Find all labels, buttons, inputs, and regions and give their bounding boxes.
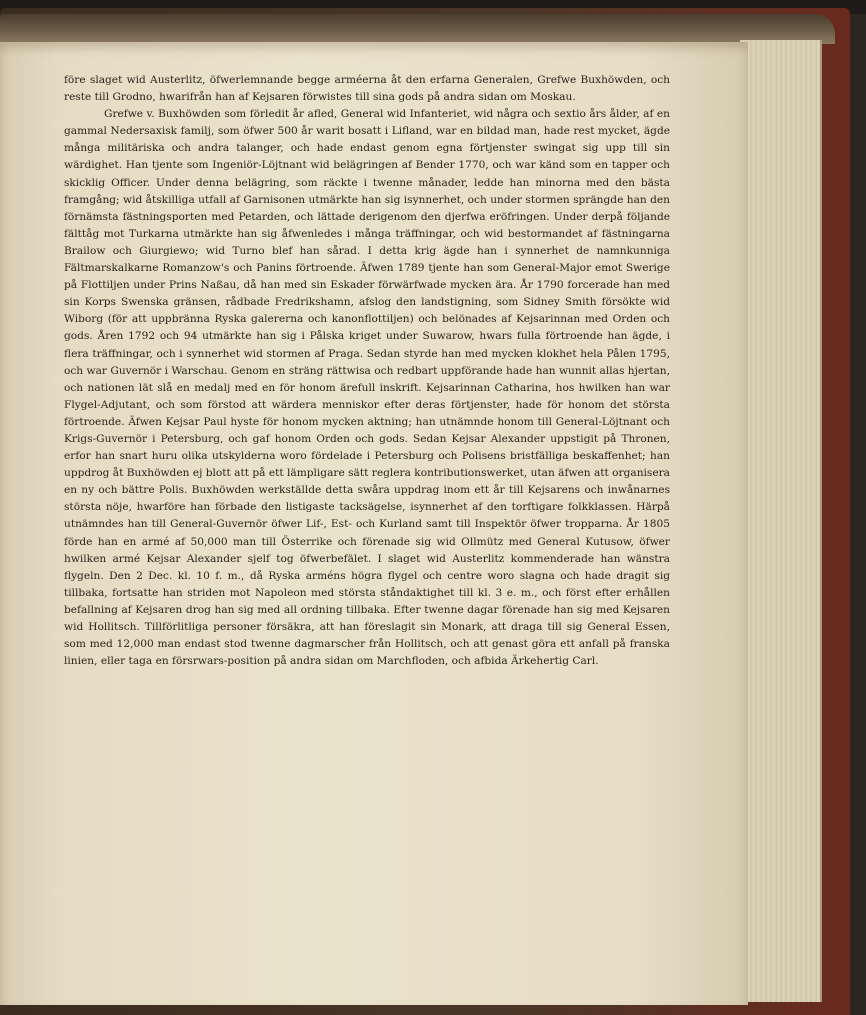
paragraph-1: före slaget wid Austerlitz, öfwerlemnande begge arméerna åt den erfarna Generalen, Grefwe Buxhöwden, och reste till Grodno, hwarifrån han af Kejsaren förwistes till sina gods på andra sidan om Moskau. bbox=[64, 74, 670, 104]
page-edges bbox=[740, 40, 822, 1002]
paragraph-2: Grefwe v. Buxhöwden som förledit år afled, General wid Infanteriet, wid några och sextio års ålder, af en gammal Nedersaxisk familj, som öfwer 500 år warit bosatt i Lifland, war en bildad man, hade rest mycket, ägde många militäriska och andra talanger, och hade endast genom egna förtjenster swingat sig upp till sin wärdighet. Han tjente som Ingeniör-Löjtnant wid belägringen af Bender 1770, och war känd som en tapper och skicklig Officer. Under denna belägring, som räckte i twenne månader, ledde han minorna med den bästa framgång; wid åtskilliga utfall af Garnisonen utmärkte han sig isynnerhet, och under stormen sprängde han den förnämsta fästningsporten med Petarden, och lättade derigenom den djerfwa eröfringen. Under derpå följande fälttåg mot Turkarna utmärkte han sig åfwenledes i många träffningar, och wid bestormandet af fästningarna Brailow och Giurgiewo; wid Turno blef han sårad. I detta krig ägde han i synnerhet de namnkunniga Fältmarskalkarne Romanzow's och Panins förtroende. Äfwen 1789 tjente han som General-Major emot Swerige på Flottiljen under Prins Naßau, då han med sin Eskader förwärfwade mycken ära. År 1790 forcerade han med sin Korps Swenska gränsen, rådbade Fredrikshamn, afslog den landstigning, som Sidney Smith försökte wid Wiborg (för att uppbränna Ryska galererna och kanonflottiljen) och belönades af Kejsarinnan med Orden och gods. Åren 1792 och 94 utmärkte han sig i Pålska kriget under Suwarow, hwars fulla förtroende han ägde, i flera träffningar, och i synnerhet wid stormen af Praga. Sedan styrde han med mycken klokhet hela Pålen 1795, och war Guvernör i Warschau. Genom en sträng rättwisa och redbart uppförande hade han wunnit allas hjertan, och nationen lät slå en medalj med en för honom ärefull inskrift. Kejsarinnan Catharina, hos hwilken han war Flygel-Adjutant, och som förstod att wärdera menniskor efter deras förtjenster, hade för honom det största förtroende. Äfwen Kejsar Paul hyste för honom mycken aktning; han utnämnde honom till General-Löjtnant och Krigs-Guvernör i Petersburg, och gaf honom Orden och gods. Sedan Kejsar Alexander uppstigit på Thronen, erfor han snart huru olika utskylderna woro fördelade i Petersburg och Polisens bristfälliga beskaffenhet; han uppdrog åt Buxhöwden ej blott att på ett lämpligare sätt reglera kontributionswerket, utan äfwen att organisera en ny och bättre Polis. Buxhöwden werkställde detta swåra uppdrag inom ett år till Kejsarens och inwånarnes största nöje, hwarföre han förbade den listigaste tacksägelse, isynnerhet af den torftigare folkklassen. Härpå utnämndes han till General-Guvernör öfwer Lif-, Est- och Kurland samt till Inspektör öfwer tropparna. År 1805 förde han en armé af 50,000 man till Österrike och förenade sig wid Ollmütz med General Kutusow, öfwer hwilken armé Kejsar Alexander sjelf tog öfwerbefälet. I slaget wid Austerlitz kommenderade han wänstra flygeln. Den 2 Dec. kl. 10 f. m., då Ryska arméns högra flygel och centre woro slagna och hade dragit sig tillbaka, fortsatte han striden mot Napoleon med största ståndaktighet till kl. 3 e. m., och först efter erhållen befallning af Kejsaren drog han sig med all ordning tillbaka. Efter twenne dagar förenade han sig med Kejsaren wid Hollitsch. Tillförlitliga personer försäkra, att han föreslagit sin Monark, att draga till sig General Essen, som med 12,000 man endast stod twenne dagmarscher från Hollitsch, och att genast göra ett anfall på franska linien, eller taga en försrwars-position på andra sidan om Marchfloden, och afbida Ärkehertig Carl. bbox=[64, 108, 670, 668]
page-text bbox=[64, 72, 670, 670]
book-binding bbox=[0, 14, 835, 44]
